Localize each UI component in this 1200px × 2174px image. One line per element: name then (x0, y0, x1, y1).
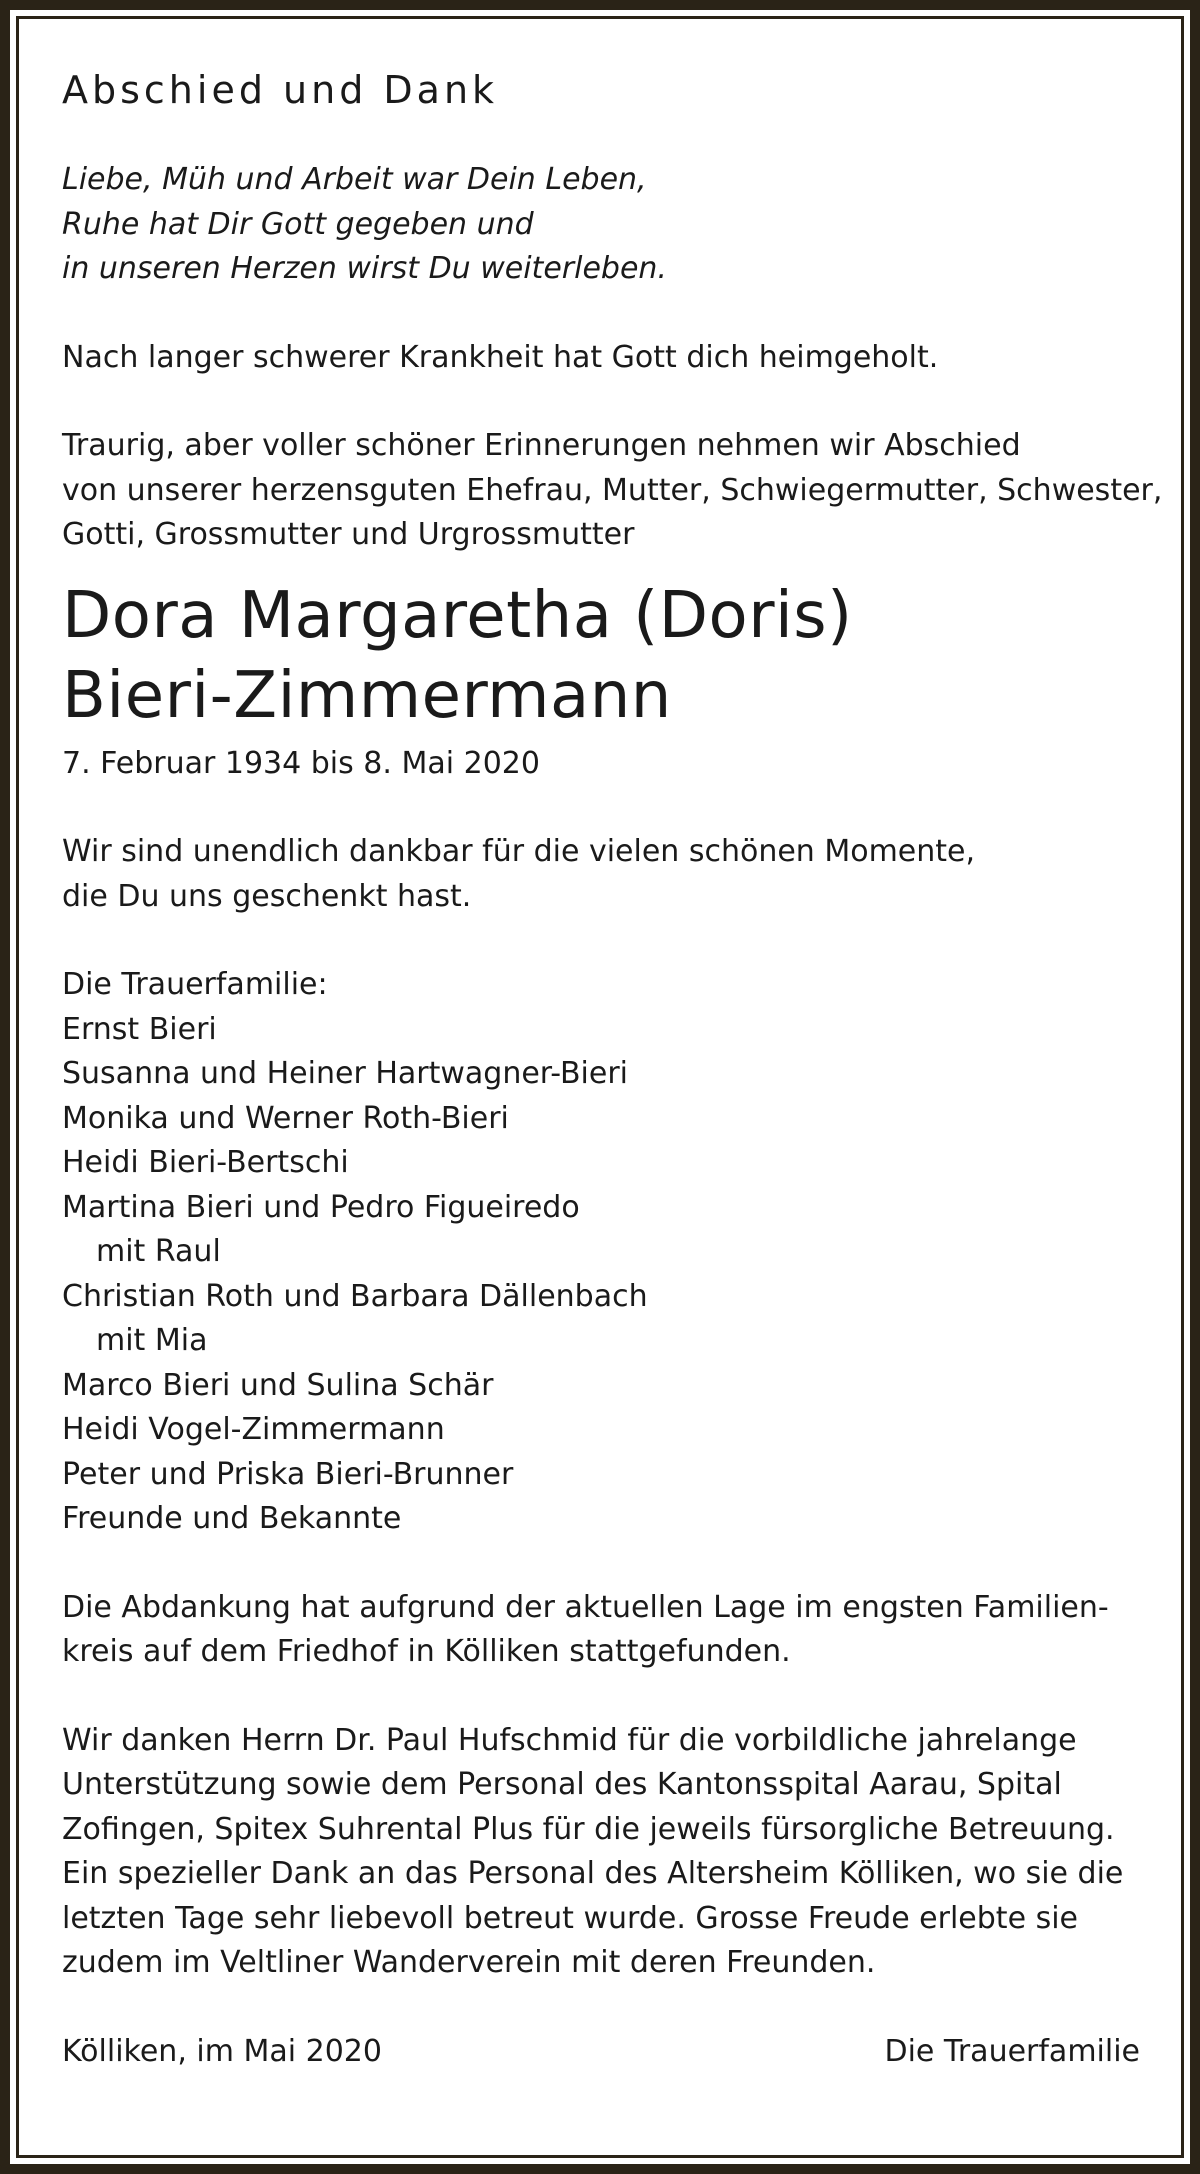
thanks-line: zudem im Veltliner Wanderverein mit deren Freunden. (62, 1945, 876, 1980)
thanks-line: Ein spezieller Dank an das Personal des Altersheim Kölliken, wo sie die (62, 1856, 1124, 1891)
family-member: Heidi Vogel-Zimmermann (62, 1412, 445, 1447)
farewell-block (62, 424, 1163, 558)
deceased-name (62, 576, 1142, 736)
deceased-name-line1: Dora Margaretha (Doris) (62, 578, 853, 653)
farewell-line: Traurig, aber voller schöner Erinnerungen nehmen wir Abschied (62, 428, 1021, 463)
obituary-notice (62, 60, 1163, 2074)
family-member: Monika und Werner Roth-Bieri (62, 1100, 509, 1136)
notice-footer (62, 2030, 1140, 2075)
family-member: Christian Roth und Barbara Dällenbach (62, 1278, 648, 1314)
gratitude-line: die Du uns geschenkt hast. (62, 878, 472, 914)
notice-heading: Abschied und Dank (62, 68, 499, 112)
life-dates: 7. Februar 1934 bis 8. Mai 2020 (62, 745, 540, 781)
thanks-block (62, 1719, 1142, 1986)
verse-line: Liebe, Müh und Arbeit war Dein Leben, (62, 162, 647, 197)
gratitude-block (62, 830, 1142, 919)
family-member: mit Raul (96, 1234, 221, 1269)
gratitude-line: Wir sind unendlich dankbar für die vielen schönen Momente, (62, 834, 976, 869)
farewell-line: von unserer herzensguten Ehefrau, Mutter, Schwiegermutter, Schwester, (62, 472, 1163, 508)
family-member: Peter und Priska Bieri-Brunner (62, 1456, 514, 1492)
thanks-line: Zofingen, Spitex Suhrental Plus für die jeweils fürsorgliche Betreuung. (62, 1811, 1115, 1847)
family-block (62, 963, 1142, 1542)
family-member: Marco Bieri und Sulina Schär (62, 1367, 494, 1403)
ceremony-line: kreis auf dem Friedhof in Kölliken stattgefunden. (62, 1634, 791, 1669)
verse-block (62, 158, 1142, 292)
ceremony-line: Die Abdankung hat aufgrund der aktuellen Lage im engsten Familien- (62, 1589, 1109, 1625)
thanks-line: letzten Tage sehr liebevoll betreut wurde. Grosse Freude erlebte sie (62, 1900, 1078, 1936)
family-member: Heidi Bieri-Bertschi (62, 1145, 349, 1180)
family-title: Die Trauerfamilie: (62, 967, 328, 1002)
farewell-line: Gotti, Grossmutter und Urgrossmutter (62, 517, 635, 552)
family-member: Freunde und Bekannte (62, 1501, 402, 1536)
family-member: Ernst Bieri (62, 1011, 217, 1047)
family-member: Martina Bieri und Pedro Figueiredo (62, 1189, 580, 1225)
intro-text: Nach langer schwerer Krankheit hat Gott dich heimgeholt. (62, 339, 939, 375)
verse-line: Ruhe hat Dir Gott gegeben und (62, 206, 534, 242)
deceased-name-line2: Bieri-Zimmermann (62, 658, 672, 733)
family-member: mit Mia (96, 1323, 208, 1358)
family-member: Susanna und Heiner Hartwagner-Bieri (62, 1056, 629, 1091)
ceremony-block (62, 1586, 1142, 1675)
thanks-line: Wir danken Herrn Dr. Paul Hufschmid für die vorbildliche jahrelange (62, 1722, 1077, 1758)
place-date: Kölliken, im Mai 2020 (62, 2033, 382, 2069)
verse-line: in unseren Herzen wirst Du weiterleben. (62, 251, 667, 286)
signature: Die Trauerfamilie (884, 2033, 1140, 2069)
thanks-line: Unterstützung sowie dem Personal des Kantonsspital Aarau, Spital (62, 1767, 1062, 1802)
